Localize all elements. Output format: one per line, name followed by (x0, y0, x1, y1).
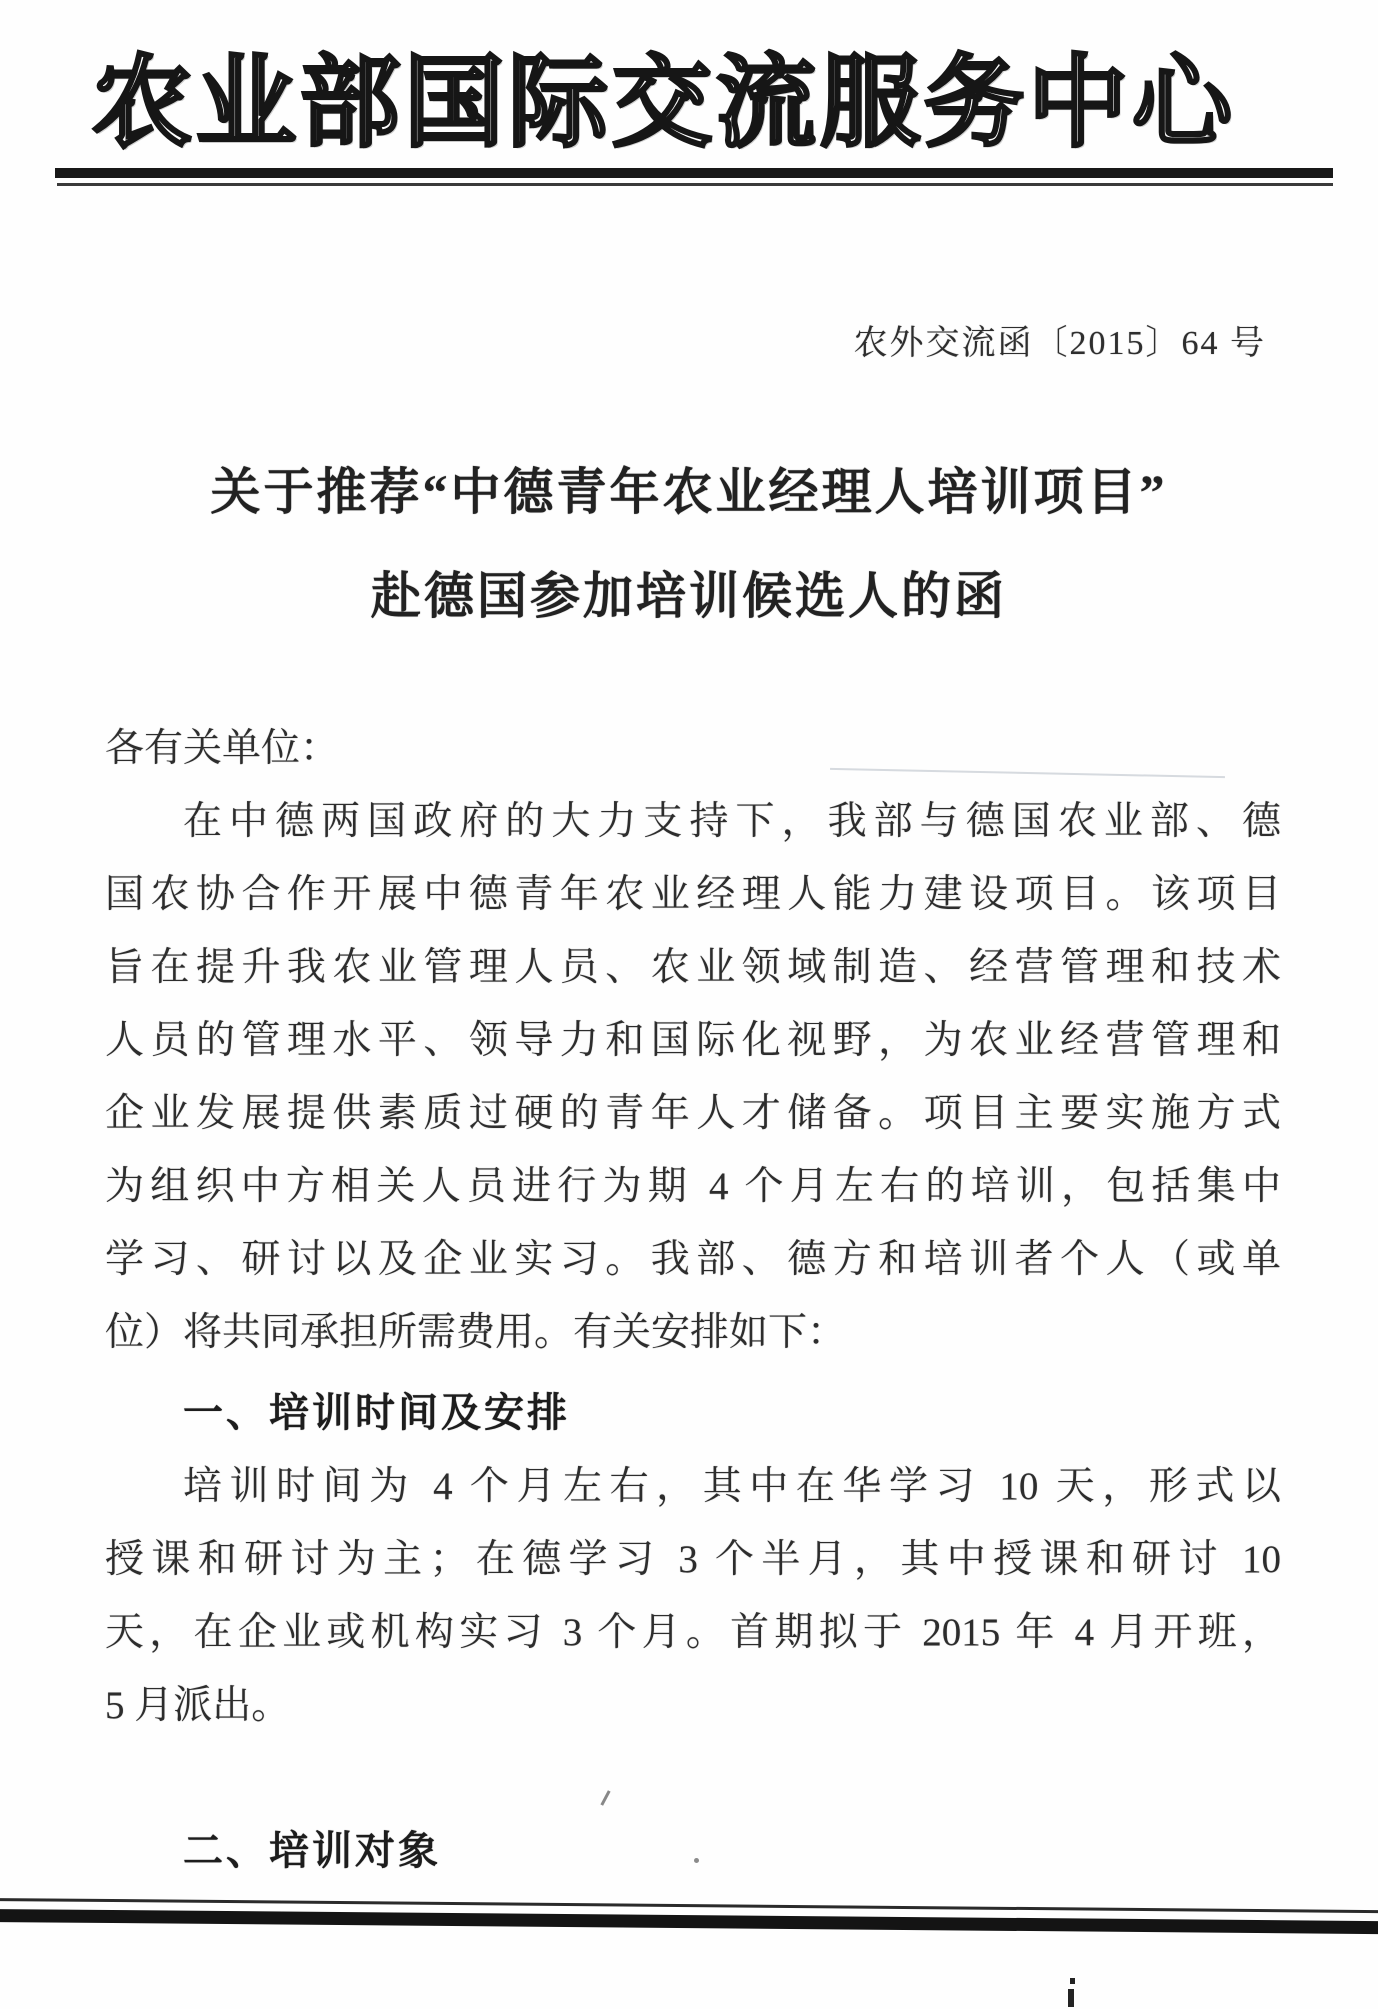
letter-title (0, 440, 1378, 648)
section1-line: 培训时间为 4 个月左右，其中在华学习 10 天，形式以 (183, 1465, 1281, 1508)
salutation: 各有关单位： (105, 727, 340, 770)
letterhead-rule-thick (55, 168, 1333, 178)
scan-mark-dot-artifact (1070, 1978, 1075, 1984)
section1-line: 授课和研讨为主；在德学习 3 个半月，其中授课和研讨 10 (105, 1538, 1281, 1581)
paragraph1-line: 国农协合作开展中德青年农业经理人能力建设项目。该项目 (105, 873, 1281, 916)
section2-heading: 二、培训对象 (183, 1829, 441, 1873)
paragraph1-line: 人员的管理水平、领导力和国际化视野，为农业经营管理和 (105, 1019, 1281, 1062)
letter-title-line2: 赴德国参加培训候选人的函 (371, 568, 1007, 624)
scan-dot-artifact (694, 1858, 699, 1863)
letterhead-rule-thin (57, 183, 1333, 186)
paragraph1-line: 位）将共同承担所需费用。有关安排如下： (105, 1311, 847, 1354)
paragraph1-line: 在中德两国政府的大力支持下，我部与德国农业部、德 (183, 800, 1281, 843)
paragraph1-line: 企业发展提供素质过硬的青年人才储备。项目主要实施方式 (105, 1092, 1281, 1135)
letterhead-org-name: 农业部国际交流服务中心 (92, 47, 1236, 159)
letter-body (105, 712, 1281, 1888)
paragraph1-line: 为组织中方相关人员进行为期 4 个月左右的培训，包括集中 (105, 1165, 1281, 1208)
document-number: 农外交流函〔2015〕64 号 (853, 325, 1266, 362)
section1-line: 天，在企业或机构实习 3 个月。首期拟于 2015 年 4 月开班， (105, 1611, 1281, 1654)
section1-line: 5 月派出。 (105, 1684, 291, 1727)
paragraph1-line: 旨在提升我农业管理人员、农业领域制造、经营管理和技术 (105, 946, 1281, 989)
scan-mark-bar-artifact (1068, 1989, 1074, 2007)
section1-heading: 一、培训时间及安排 (183, 1391, 570, 1435)
letter-title-line1: 关于推荐“中德青年农业经理人培训项目” (210, 464, 1168, 520)
paragraph1-line: 学习、研讨以及企业实习。我部、德方和培训者个人（或单 (105, 1238, 1281, 1281)
bottom-scan-line-thick (0, 1909, 1378, 1934)
